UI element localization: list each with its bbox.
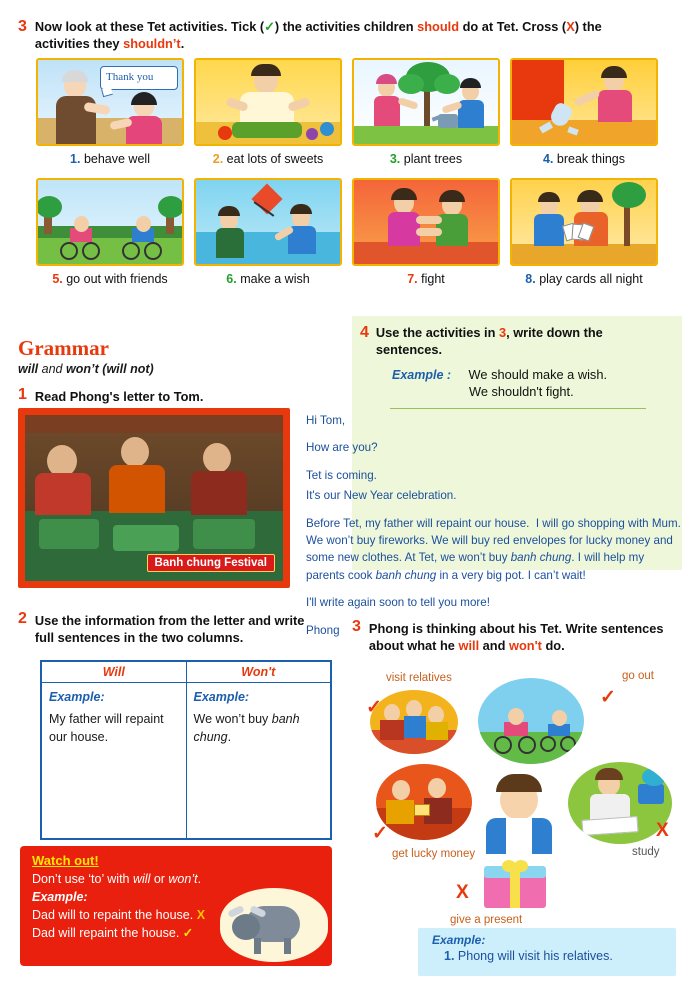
activity-number-2: 2. [212,152,224,166]
tick-icon: ✓ [182,926,194,941]
exercise-3-instruction: Now look at these Tet activities. Tick (✓) the activities children should do at Tet. Cross (X) the activities they shouldn’t. [34,19,602,52]
thinking-boy [476,772,560,854]
activity-number-7: 7. [407,272,418,286]
exercise-4-divider [390,408,646,409]
wont-word: won't [509,638,542,654]
activity-item-3 [352,58,500,166]
activity-item-8 [510,178,658,286]
activity-image-fight [352,178,500,266]
activity-row-2 [36,178,682,286]
will-wont-table [40,660,332,840]
label-study: study [632,846,660,858]
activity-label-5: go out with friends [66,272,168,286]
activity-item-1 [36,58,184,166]
exercise-1 [18,386,318,405]
activity-row-1 [36,58,682,166]
activity-image-plant-trees [352,58,500,146]
exercise-4-ref-number: 3 [498,325,507,340]
grammar-block [18,336,348,376]
check-mark-get-lucky-money: ✓ [372,823,388,844]
exercise-3-bottom [352,618,688,655]
photo-caption: Banh chung Festival [147,554,275,572]
present-illustration [484,860,546,908]
phong-letter [306,412,686,649]
activity-item-2 [194,58,342,166]
exercise-3-bottom-number: 3 [352,618,361,635]
will-example-text: My father will repaint our house. [49,712,164,745]
activity-image-make-a-wish [194,178,342,266]
activity-label-3: plant trees [403,152,463,166]
activity-item-6 [194,178,342,286]
grammar-subtitle: will and won’t (will not) [18,362,154,376]
activity-image-play-cards [510,178,658,266]
will-example-label: Example: [49,690,105,704]
exercise-4-instruction-a: Use the activities in [375,325,499,340]
activity-number-8: 8. [525,272,536,286]
check-mark-visit-relatives: ✓ [366,697,382,718]
will-word: will [458,638,480,654]
thank-you-bubble-text: Thank you [106,71,154,83]
exercise-3-bottom-example-label: Example: [432,933,486,947]
exercise-3-bottom-line-1: Phong is thinking about his Tet. Write sentences [368,621,664,636]
watch-out-box [20,846,332,966]
activity-label-4: break things [556,152,626,166]
table-cell-wont[interactable] [186,683,331,839]
bubble-go-out [478,678,584,764]
activity-caption-5 [36,272,184,286]
activity-picture-grid [36,58,682,286]
grammar-title: Grammar [18,336,109,360]
activity-caption-6 [194,272,342,286]
exercise-3-bottom-example-text [418,947,676,963]
wont-example-label: Example: [193,690,250,704]
watch-out-title: Watch out! [32,853,99,868]
activity-label-1: behave well [83,152,150,166]
activity-image-break-things [510,58,658,146]
bubble-get-lucky-money [376,764,472,840]
activity-item-4 [510,58,658,166]
exercise-1-instruction: Read Phong's letter to Tom. [34,389,204,404]
watch-out-wrong-text: Dad will to repaint the house. [32,908,194,923]
exercise-2-number: 2 [18,610,27,627]
letter-closing: I'll write again soon to tell you more! [306,596,490,610]
check-mark-go-out: ✓ [600,687,616,708]
exercise-4-example-line-2: We shouldn't fight. [469,383,574,399]
exercise-4-example-label: Example : [392,367,452,382]
exercise-2 [18,610,348,647]
exercise-1-number: 1 [18,386,27,403]
letter-signature: Phong [306,623,340,637]
label-get-lucky-money: get lucky money [392,848,476,860]
exercise-3-bottom-example-number: 1. [444,949,455,963]
letter-line-3b: It's our New Year celebration. [306,489,457,503]
exercise-4-example-line-1: We should make a wish. [468,366,608,382]
activity-image-behave-well [36,58,184,146]
exercise-3-bottom-example-sentence: Phong will visit his relatives. [457,949,613,963]
cross-icon: X [196,908,206,923]
activity-label-6: make a wish [240,272,310,286]
activity-caption-3 [352,152,500,166]
exercise-2-instruction-line-2: full sentences in the two columns. [34,630,244,646]
exercise-3-bottom-example [418,928,676,976]
activity-number-3: 3. [389,152,401,166]
activity-label-2: eat lots of sweets [226,152,324,166]
tet-thoughts-collage [360,664,690,926]
activity-label-8: play cards all night [539,272,643,286]
exercise-3-number: 3 [18,18,27,35]
table-header-row [42,662,331,683]
activity-image-eat-sweets [194,58,342,146]
exercise-3-bottom-instruction: Phong is thinking about his Tet. Write sentences about what he will and won't do. [368,621,664,654]
activity-caption-7 [352,272,500,286]
table-header-will: Will [42,662,187,683]
label-go-out: go out [622,670,654,682]
watch-out-right-text: Dad will repaint the house. [32,926,180,941]
letter-body: Before Tet, my father will repaint our house. I will go shopping with Mum. We won’t buy fireworks. We will buy red envelopes for lucky money and some new clothes. At Tet, we won’t buy banh chung. I will help my parents cook banh chung in a very big pot. I can’t wait! [306,516,681,582]
cross-mark-give-a-present: X [456,882,469,903]
activity-number-4: 4. [542,152,554,166]
letter-line-3a: Tet is coming. [306,468,377,482]
letter-line-2: How are you? [306,441,378,455]
activity-number-6: 6. [226,272,237,286]
activity-number-1: 1. [70,152,81,166]
exercise-2-instruction-line-1: Use the information from the letter and write [34,613,305,628]
wont-example-text: We won’t buy banh chung. [193,712,300,745]
exercise-4-number: 4 [360,324,369,341]
watch-out-rule: Don’t use ‘to’ with will or won’t. [32,872,202,886]
activity-item-5 [36,178,184,286]
activity-item-7 [352,178,500,286]
exercise-3-top [18,18,682,53]
activity-caption-4 [510,152,658,166]
activity-caption-8 [510,272,658,286]
table-row [42,683,331,839]
activity-caption-2 [194,152,342,166]
exercise-2-instruction [35,610,304,647]
activity-caption-1 [36,152,184,166]
label-visit-relatives: visit relatives [386,672,452,684]
label-give-a-present: give a present [450,914,523,926]
banh-chung-festival-photo [18,408,290,588]
cross-mark-study: X [656,820,669,841]
activity-label-7: fight [421,272,445,286]
exercise-4-instruction [376,324,672,359]
table-cell-will[interactable] [42,683,187,839]
activity-number-5: 5. [52,272,63,286]
watch-out-example-label: Example: [32,890,88,905]
table-header-wont: Won't [186,662,331,683]
letter-greeting: Hi Tom, [306,414,346,427]
bubble-visit-relatives [370,690,458,754]
activity-image-go-out-with-friends [36,178,184,266]
buffalo-illustration [220,888,328,962]
exercise-4-instruction-b: , write down the sentences. [375,325,603,358]
